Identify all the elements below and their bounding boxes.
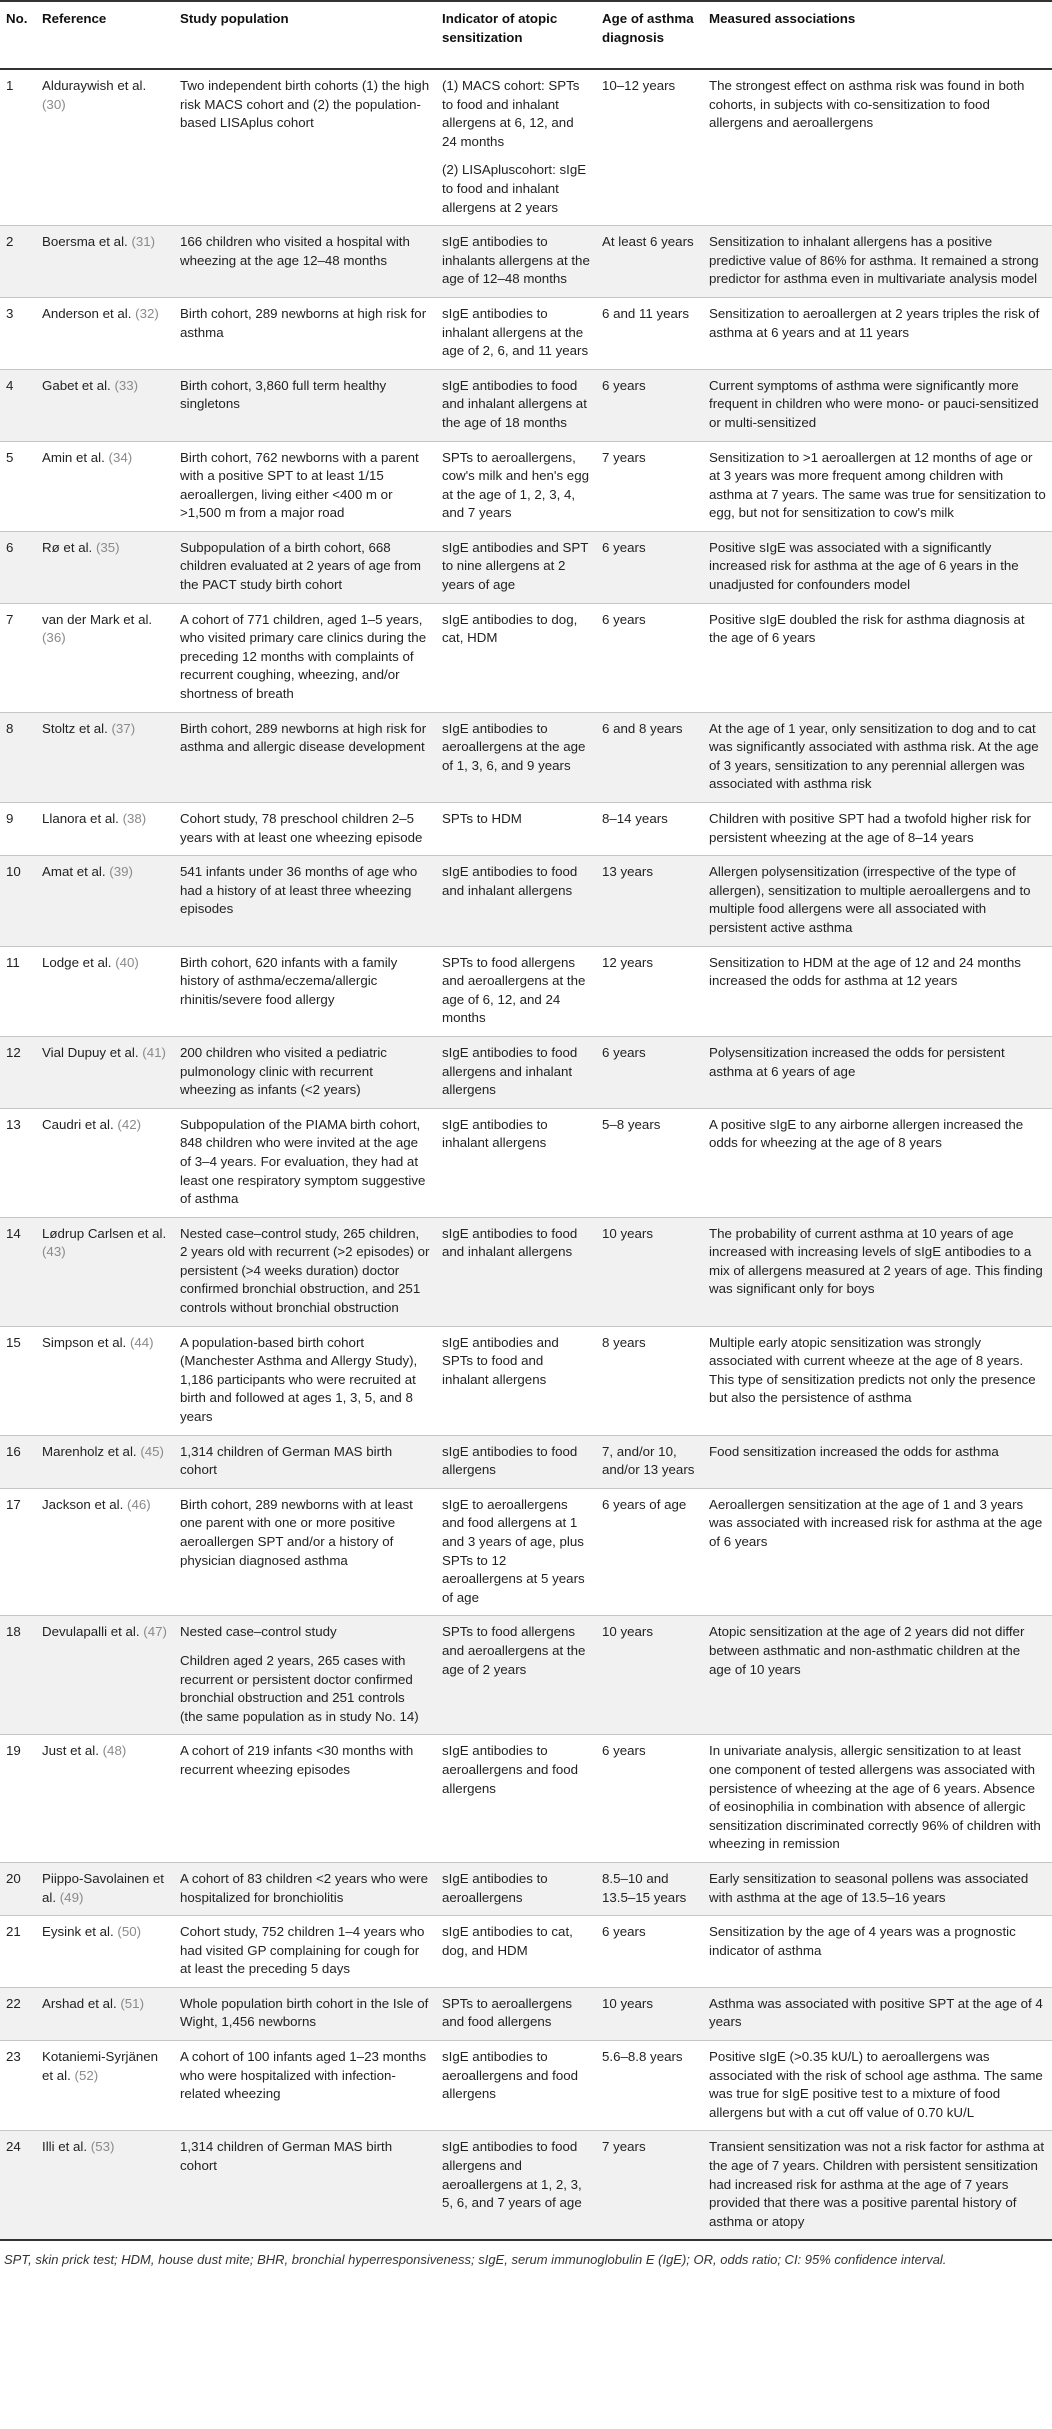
age-cell: 10–12 years (602, 78, 676, 93)
reference-name: Marenholz et al. (42, 1443, 137, 1459)
reference-citation[interactable]: (40) (115, 954, 139, 970)
row-number: 11 (6, 954, 20, 970)
reference-name: Alduraywish et al. (42, 78, 147, 93)
indicator-cell (436, 712, 596, 802)
reference-citation[interactable]: (37) (111, 720, 136, 736)
population-cell (174, 1488, 436, 1616)
table-row (0, 946, 1052, 1036)
reference-citation[interactable]: (38) (122, 811, 147, 826)
indicator-cell (436, 1217, 596, 1326)
population-text: A cohort of 771 children, aged 1–5 years, who visited primary care clinics during the preceding 12 months with complaints of recurrent coughing, wheezing, and/or shortness of breath (180, 611, 427, 702)
indicator-text: SPTs to food allergens and aeroallergens at the age of 2 years (442, 1624, 586, 1677)
reference-cell (36, 803, 174, 856)
associations-cell: Polysensitization increased the odds for persistent asthma at 6 years of age (709, 1044, 1005, 1079)
reference-cell (36, 1036, 174, 1108)
reference-citation[interactable]: (44) (129, 1334, 154, 1350)
reference-citation[interactable]: (42) (117, 1116, 142, 1132)
reference-cell (36, 1326, 174, 1435)
row-number: 7 (6, 611, 14, 627)
indicator-cell (436, 1862, 596, 1915)
reference-name: Boersma et al. (42, 234, 128, 250)
associations-cell: Sensitization by the age of 4 years was a prognostic indicator of asthma (709, 1924, 1016, 1958)
header-indicator: Indicator of atopic sensitization (442, 11, 558, 45)
indicator-text: sIgE antibodies to aeroallergens (442, 1870, 548, 1905)
age-cell: 7 years (602, 2139, 646, 2155)
row-number: 20 (6, 1870, 21, 1886)
reference-cell (36, 226, 174, 298)
population-cell (174, 712, 436, 802)
reference-name: Llanora et al. (42, 811, 119, 826)
reference-name: Devulapalli et al. (42, 1624, 140, 1640)
population-cell (174, 1987, 436, 2040)
indicator-text: sIgE antibodies to aeroallergens and food allergens (442, 2049, 579, 2102)
population-text: 541 infants under 36 months of age who had a history of at least three wheezing episodes (180, 864, 418, 917)
row-number: 24 (6, 2139, 21, 2155)
associations-cell: Aeroallergen sensitization at the age of 1 and 3 years was associated with increased risk for asthma at the age of 6 years (709, 1496, 1043, 1549)
row-number: 21 (6, 1924, 21, 1940)
population-text: Two independent birth cohorts (1) the high risk MACS cohort and (2) the population-based LISAplus cohort (180, 78, 430, 131)
reference-name: Amin et al. (42, 449, 105, 465)
header-associations: Measured associations (709, 11, 856, 26)
row-number: 5 (6, 449, 14, 465)
reference-name: Gabet et al. (42, 377, 111, 393)
age-cell: 6 years (602, 539, 646, 555)
associations-cell: Sensitization to HDM at the age of 12 and 24 months increased the odds for asthma at 12 years (709, 954, 1021, 989)
table-row (0, 1862, 1052, 1915)
age-cell: 6 years (602, 611, 646, 627)
population-cell (174, 1862, 436, 1915)
associations-cell: Atopic sensitization at the age of 2 years did not differ between asthmatic and non-asthmatic children at the age of 10 years (709, 1624, 1025, 1677)
age-cell: 8.5–10 and 13.5–15 years (602, 1870, 687, 1905)
indicator-text: sIgE antibodies to cat, dog, and HDM (442, 1924, 573, 1958)
reference-name: Kotaniemi-Syrjänen et al. (42, 2049, 159, 2083)
reference-citation[interactable]: (47) (143, 1624, 167, 1640)
reference-cell (36, 712, 174, 802)
age-cell: 5–8 years (602, 1116, 661, 1132)
population-text: Subpopulation of the PIAMA birth cohort, 848 children who were invited at the age of 3–4 years. For evaluation, they had at least one respiratory symptom suggestive of asthma (180, 1116, 426, 1207)
indicator-cell (436, 1326, 596, 1435)
age-cell: 6 years (602, 1924, 646, 1940)
header-no: No. (6, 11, 28, 26)
associations-cell: Sensitization to inhalant allergens has a positive predictive value of 86% for asthma. It remained a strong predictor for asthma even in multivariate analysis model (709, 234, 1039, 287)
reference-cell (36, 1862, 174, 1915)
table-row (0, 856, 1052, 946)
reference-cell (36, 1488, 174, 1616)
population-cell (174, 369, 436, 441)
age-cell: 10 years (602, 1225, 653, 1241)
reference-citation[interactable]: (35) (95, 539, 120, 555)
reference-cell (36, 1616, 174, 1735)
associations-cell: Food sensitization increased the odds for asthma (709, 1443, 999, 1459)
population-text: A cohort of 219 infants <30 months with recurrent wheezing episodes (180, 1743, 414, 1777)
indicator-text: sIgE antibodies to food allergens and inhalant allergens (442, 1044, 578, 1098)
population-cell (174, 946, 436, 1036)
table-row (0, 1326, 1052, 1435)
indicator-text: sIgE to aeroallergens and food allergens at 1 and 3 years of age, plus SPTs to 12 aeroallergens at 5 years of age (442, 1496, 585, 1605)
indicator-cell (436, 1616, 596, 1735)
row-number: 15 (6, 1334, 21, 1350)
indicator-text: (1) MACS cohort: SPTs to food and inhalant allergens at 6, 12, and 24 months (442, 78, 580, 149)
table-row (0, 1735, 1052, 1863)
indicator-text: sIgE antibodies to food allergens (442, 1443, 578, 1478)
reference-cell (36, 1108, 174, 1217)
population-text: Birth cohort, 3,860 full term healthy singletons (180, 377, 387, 412)
row-number: 2 (6, 234, 14, 250)
row-number: 18 (6, 1624, 21, 1640)
row-number: 16 (6, 1443, 21, 1459)
table-row (0, 2131, 1052, 2240)
reference-citation[interactable]: (32) (135, 305, 159, 321)
reference-cell (36, 297, 174, 369)
reference-cell (36, 856, 174, 946)
reference-citation[interactable]: (30) (42, 96, 66, 112)
table-row (0, 712, 1052, 802)
population-cell (174, 226, 436, 298)
population-text: A cohort of 100 infants aged 1–23 months who were hospitalized with infection-related wheezing (180, 2049, 427, 2102)
indicator-cell (436, 1108, 596, 1217)
indicator-cell (436, 803, 596, 856)
reference-cell (36, 603, 174, 712)
table-row (0, 531, 1052, 603)
age-cell: 6 years (602, 1044, 646, 1060)
population-text: 1,314 children of German MAS birth cohort (180, 2139, 393, 2174)
row-number: 3 (6, 305, 14, 321)
reference-name: Lødrup Carlsen et al. (42, 1225, 167, 1241)
population-cell (174, 1435, 436, 1488)
population-text: Cohort study, 78 preschool children 2–5 years with at least one wheezing episode (180, 811, 423, 845)
population-cell (174, 856, 436, 946)
population-text: Subpopulation of a birth cohort, 668 children evaluated at 2 years of age from the PACT study birth cohort (180, 539, 421, 593)
reference-name: Arshad et al. (42, 1995, 117, 2011)
table-row (0, 1217, 1052, 1326)
associations-cell: Early sensitization to seasonal pollens was associated with asthma at the age of 13.5–16 years (709, 1870, 1029, 1905)
reference-name: Caudri et al. (42, 1116, 114, 1132)
population-cell (174, 803, 436, 856)
reference-name: Jackson et al. (42, 1496, 124, 1512)
age-cell: 8 years (602, 1334, 646, 1350)
reference-citation[interactable]: (48) (102, 1743, 127, 1759)
table-row (0, 803, 1052, 856)
table-row (0, 1616, 1052, 1735)
population-text: 166 children who visited a hospital with wheezing at the age 12–48 months (180, 234, 410, 268)
age-cell: 7 years (602, 449, 646, 465)
indicator-cell (436, 1488, 596, 1616)
table-row (0, 297, 1052, 369)
table-row (0, 2041, 1052, 2131)
population-text: A cohort of 83 children <2 years who were hospitalized for bronchiolitis (180, 1870, 428, 1905)
associations-cell: Multiple early atopic sensitization was strongly associated with current wheeze at the age of 8 years. This type of sensitization predicts not only the presence but also the persistence of asthma (709, 1334, 1036, 1406)
indicator-text: sIgE antibodies and SPTs to food and inhalant allergens (442, 1334, 559, 1387)
indicator-cell (436, 856, 596, 946)
population-text: Whole population birth cohort in the Isle of Wight, 1,456 newborns (180, 1995, 429, 2030)
row-number: 1 (6, 78, 14, 93)
reference-citation[interactable]: (50) (117, 1924, 142, 1940)
age-cell: 8–14 years (602, 811, 668, 826)
reference-citation[interactable]: (49) (59, 1889, 84, 1905)
associations-cell: Children with positive SPT had a twofold higher risk for persistent wheezing at the age of 8–14 years (709, 811, 1031, 845)
table-row (0, 441, 1052, 531)
population-cell (174, 1217, 436, 1326)
population-cell (174, 1326, 436, 1435)
row-number: 13 (6, 1116, 21, 1132)
reference-name: Stoltz et al. (42, 720, 108, 736)
reference-cell (36, 946, 174, 1036)
age-cell: 13 years (602, 864, 653, 880)
indicator-cell (436, 946, 596, 1036)
indicator-cell (436, 603, 596, 712)
indicator-text: sIgE antibodies to food allergens and aeroallergens at 1, 2, 3, 5, 6, and 7 years of age (442, 2139, 582, 2211)
header-age: Age of asthma diagnosis (602, 11, 694, 45)
header-population: Study population (180, 11, 289, 26)
population-text: Birth cohort, 620 infants with a family history of asthma/eczema/allergic rhinitis/severe food allergy (180, 954, 398, 1007)
population-cell (174, 2041, 436, 2131)
table-row (0, 603, 1052, 712)
row-number: 19 (6, 1743, 21, 1759)
associations-cell: Transient sensitization was not a risk factor for asthma at the age of 7 years. Children with persistent sensitization had increased risk for asthma at the age of 7 years provided that there was a positive parental history of asthma or atopy (709, 2139, 1045, 2229)
indicator-text: sIgE antibodies and SPT to nine allergens at 2 years of age (442, 539, 589, 593)
population-cell (174, 531, 436, 603)
associations-cell: In univariate analysis, allergic sensitization to at least one component of tested allergens was associated with persistence of wheezing at the age of 6 years. Absence of eosinophilia in combination with absence of allergic sensitization discriminated correctly 96% of children with wheezing in remission (709, 1743, 1041, 1852)
population-text: Children aged 2 years, 265 cases with recurrent or persistent doctor confirmed bronchial obstruction and 251 controls (the same population as in study No. 14) (180, 1652, 419, 1724)
table-row (0, 1987, 1052, 2040)
indicator-text: SPTs to food allergens and aeroallergens at the age of 6, 12, and 24 months (442, 954, 586, 1026)
row-number: 9 (6, 811, 14, 826)
reference-citation[interactable]: (31) (131, 234, 156, 250)
table-row (0, 1435, 1052, 1488)
age-cell: 12 years (602, 954, 653, 970)
reference-name: van der Mark et al. (42, 611, 153, 627)
age-cell: 7, and/or 10, and/or 13 years (602, 1443, 695, 1478)
population-cell (174, 603, 436, 712)
age-cell: 6 years (602, 377, 646, 393)
row-number: 8 (6, 720, 14, 736)
reference-cell (36, 1735, 174, 1863)
table-row (0, 1108, 1052, 1217)
indicator-cell (436, 1916, 596, 1988)
reference-name: Just et al. (42, 1743, 99, 1759)
age-cell: 6 years (602, 1743, 646, 1759)
population-cell (174, 1735, 436, 1863)
row-number: 10 (6, 864, 21, 880)
reference-cell (36, 1217, 174, 1326)
reference-citation[interactable]: (33) (114, 377, 139, 393)
population-text: Birth cohort, 289 newborns at high risk for asthma (180, 305, 427, 340)
age-cell: At least 6 years (602, 234, 694, 250)
reference-cell (36, 1987, 174, 2040)
indicator-text: sIgE antibodies to food and inhalant allergens (442, 1225, 578, 1260)
associations-cell: Allergen polysensitization (irrespective of the type of allergen), sensitization to multiple aeroallergens and to multiple food allergens were all associated with persistent active asthma (709, 864, 1031, 935)
reference-citation[interactable]: (53) (90, 2139, 115, 2155)
indicator-text: sIgE antibodies to aeroallergens at the age of 1, 3, 6, and 9 years (442, 720, 586, 773)
age-cell: 6 years of age (602, 1496, 687, 1512)
reference-citation[interactable]: (41) (142, 1044, 166, 1060)
reference-citation[interactable]: (34) (108, 449, 133, 465)
table-row (0, 226, 1052, 298)
population-cell (174, 1108, 436, 1217)
indicator-text: (2) LISApluscohort: sIgE to food and inhalant allergens at 2 years (442, 162, 587, 215)
reference-cell (36, 2131, 174, 2240)
reference-name: Vial Dupuy et al. (42, 1044, 139, 1060)
indicator-cell (436, 226, 596, 298)
reference-cell (36, 531, 174, 603)
row-number: 23 (6, 2049, 21, 2065)
reference-name: Rø et al. (42, 539, 93, 555)
population-text: 200 children who visited a pediatric pulmonology clinic with recurrent wheezing as infants (<2 years) (180, 1044, 387, 1098)
indicator-text: sIgE antibodies to food and inhalant allergens (442, 864, 578, 898)
table-row (0, 1488, 1052, 1616)
reference-citation[interactable]: (51) (120, 1995, 145, 2011)
associations-cell: Positive sIgE (>0.35 kU/L) to aeroallergens was associated with the risk of school age asthma. The same was true for sIgE positive test to a mixture of food allergens but with a cut off value of 0.70 kU/L (709, 2049, 1043, 2120)
reference-citation[interactable]: (46) (127, 1496, 151, 1512)
reference-name: Illi et al. (42, 2139, 88, 2155)
population-cell (174, 297, 436, 369)
population-cell (174, 69, 436, 226)
reference-citation[interactable]: (36) (42, 630, 66, 646)
reference-citation[interactable]: (52) (74, 2067, 99, 2083)
indicator-cell (436, 441, 596, 531)
indicator-cell (436, 369, 596, 441)
population-text: Nested case–control study, 265 children, 2 years old with recurrent (>2 episodes) or persistent (>4 weeks duration) doctor confirmed bronchial obstruction, and 251 controls without bronchial obstruction (180, 1225, 430, 1316)
table-footnote: SPT, skin prick test; HDM, house dust mite; BHR, bronchial hyperresponsiveness; sIgE, serum immunoglobulin E (IgE); OR, odds ratio; CI: 95% confidence interval. (4, 2252, 947, 2268)
population-text: Birth cohort, 289 newborns at high risk for asthma and allergic disease development (180, 720, 427, 755)
population-text: Birth cohort, 289 newborns with at least one parent with one or more positive aeroallergen SPT and/or a history of physician diagnosed asthma (180, 1496, 413, 1568)
reference-name: Lodge et al. (42, 954, 112, 970)
row-number: 4 (6, 377, 14, 393)
indicator-text: sIgE antibodies to inhalant allergens at the age of 2, 6, and 11 years (442, 305, 589, 359)
indicator-cell (436, 1036, 596, 1108)
population-cell (174, 2131, 436, 2240)
population-cell (174, 1916, 436, 1988)
age-cell: 10 years (602, 1624, 653, 1640)
reference-cell (36, 369, 174, 441)
reference-citation[interactable]: (43) (42, 1244, 66, 1260)
reference-name: Piippo-Savolainen et al. (42, 1870, 164, 1905)
population-text: Cohort study, 752 children 1–4 years who had visited GP complaining for cough for at least the preceding 5 days (180, 1924, 425, 1977)
indicator-text: sIgE antibodies to aeroallergens and food allergens (442, 1743, 579, 1796)
population-text: Birth cohort, 762 newborns with a parent with a positive SPT to at least 1/15 aeroallergen, living either <400 m or >1,500 m from a major road (180, 449, 419, 521)
header-reference: Reference (42, 11, 107, 26)
reference-name: Eysink et al. (42, 1924, 114, 1940)
indicator-text: SPTs to aeroallergens and food allergens (442, 1995, 573, 2030)
indicator-text: SPTs to HDM (442, 811, 522, 826)
associations-cell: At the age of 1 year, only sensitization to dog and to cat was significantly associated with asthma risk. At the age of 3 years, sensitization to any perennial allergen was associated with asthma risk (709, 720, 1039, 792)
reference-name: Anderson et al. (42, 305, 132, 321)
table-row (0, 69, 1052, 226)
row-number: 17 (6, 1496, 21, 1512)
indicator-text: sIgE antibodies to inhalant allergens (442, 1116, 548, 1151)
reference-cell (36, 69, 174, 226)
indicator-cell (436, 1435, 596, 1488)
indicator-cell (436, 1735, 596, 1863)
indicator-cell (436, 69, 596, 226)
indicator-cell (436, 2131, 596, 2240)
reference-citation[interactable]: (39) (109, 864, 133, 880)
indicator-cell (436, 297, 596, 369)
associations-cell: Sensitization to >1 aeroallergen at 12 months of age or at 3 years was more frequent among children with asthma at 7 years. The same was true for sensitization to egg, but not for sensitization to cow's milk (709, 449, 1046, 521)
population-text: 1,314 children of German MAS birth cohort (180, 1443, 393, 1478)
indicator-text: sIgE antibodies to dog, cat, HDM (442, 611, 578, 646)
table-header (0, 1, 1052, 69)
associations-cell: A positive sIgE to any airborne allergen increased the odds for wheezing at the age of 8 years (709, 1116, 1024, 1151)
reference-citation[interactable]: (45) (140, 1443, 164, 1459)
indicator-text: SPTs to aeroallergens, cow's milk and hen's egg at the age of 1, 2, 3, 4, and 7 years (442, 449, 589, 521)
table-body (0, 69, 1052, 2240)
associations-cell: Sensitization to aeroallergen at 2 years triples the risk of asthma at 6 years and at 11 years (709, 305, 1040, 340)
reference-name: Simpson et al. (42, 1334, 127, 1350)
population-text: A population-based birth cohort (Manchester Asthma and Allergy Study), 1,186 participants who were recruited at birth and followed at ages 1, 3, 5, and 8 years (180, 1334, 418, 1425)
age-cell: 5.6–8.8 years (602, 2049, 683, 2065)
age-cell: 6 and 11 years (602, 305, 689, 321)
reference-name: Amat et al. (42, 864, 106, 880)
reference-cell (36, 2041, 174, 2131)
indicator-cell (436, 2041, 596, 2131)
associations-cell: Current symptoms of asthma were significantly more frequent in children who were mono- or pauci-sensitized or multi-sensitized (709, 377, 1039, 430)
population-text: Nested case–control study (180, 1624, 337, 1640)
population-cell (174, 441, 436, 531)
associations-cell: Positive sIgE was associated with a significantly increased risk for asthma at the age of 6 years in the unadjusted for confounders model (709, 539, 1019, 593)
reference-cell (36, 441, 174, 531)
associations-cell: The probability of current asthma at 10 years of age increased with increasing levels of sIgE antibodies to a mix of allergens measured at 2 years of age. This finding was significant only for boys (709, 1225, 1043, 1297)
age-cell: 10 years (602, 1995, 653, 2011)
associations-cell: Asthma was associated with positive SPT at the age of 4 years (709, 1995, 1043, 2030)
indicator-cell (436, 531, 596, 603)
population-cell (174, 1616, 436, 1735)
population-cell (174, 1036, 436, 1108)
reference-cell (36, 1916, 174, 1988)
age-cell: 6 and 8 years (602, 720, 683, 736)
row-number: 12 (6, 1044, 21, 1060)
row-number: 22 (6, 1995, 21, 2011)
indicator-text: sIgE antibodies to inhalants allergens at the age of 12–48 months (442, 234, 590, 287)
row-number: 6 (6, 539, 14, 555)
reference-cell (36, 1435, 174, 1488)
table-row (0, 1036, 1052, 1108)
table-row (0, 1916, 1052, 1988)
table-row (0, 369, 1052, 441)
associations-cell: The strongest effect on asthma risk was found in both cohorts, in subjects with co-sensitization to food allergens and aeroallergens (709, 78, 1025, 131)
indicator-text: sIgE antibodies to food and inhalant allergens at the age of 18 months (442, 377, 587, 430)
row-number: 14 (6, 1225, 21, 1241)
associations-cell: Positive sIgE doubled the risk for asthma diagnosis at the age of 6 years (709, 611, 1025, 646)
indicator-cell (436, 1987, 596, 2040)
